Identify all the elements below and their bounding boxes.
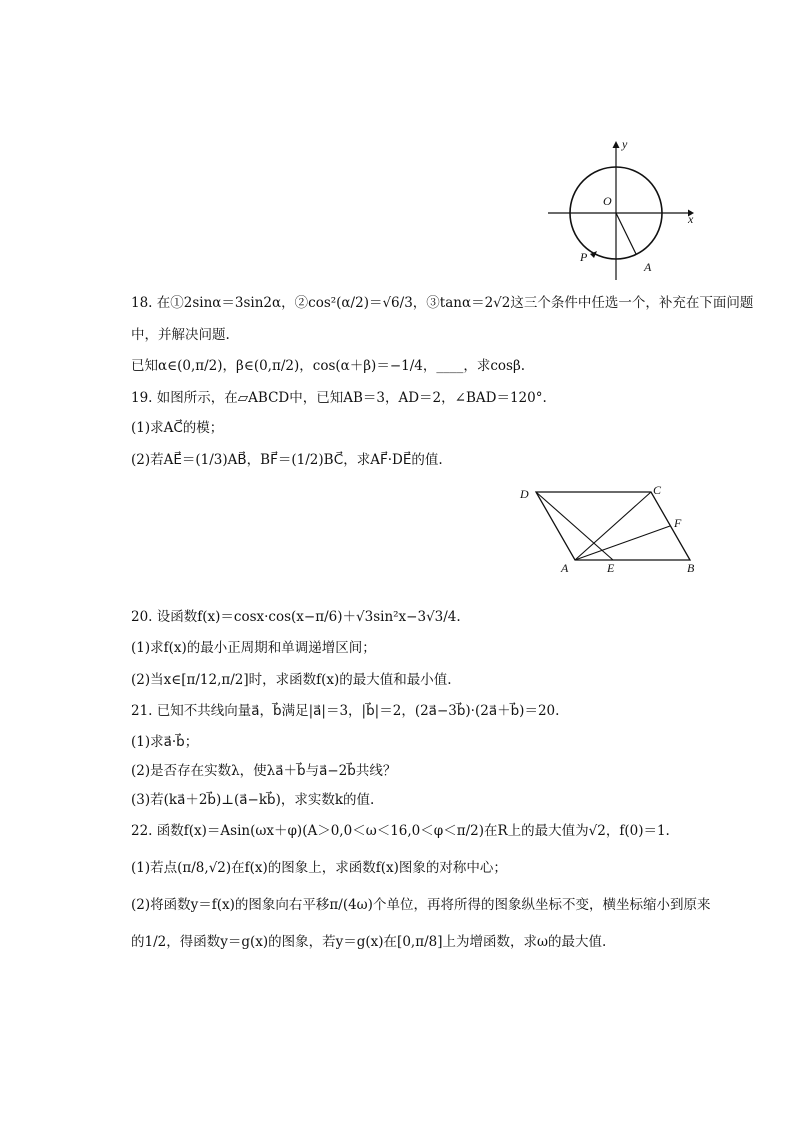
segment-ac <box>575 492 651 560</box>
q18-line3: 已知α∈(0,π/2)，β∈(0,π/2)，cos(α＋β)＝−1/4，____，求cosβ. <box>131 358 526 374</box>
label-d: D <box>520 487 529 501</box>
unit-circle-svg <box>540 132 700 282</box>
label-f: F <box>674 516 682 530</box>
q20-line2: (1)求f(x)的最小正周期和单调递增区间； <box>131 640 376 656</box>
q19-line2: (1)求AC⃗的模； <box>131 420 224 436</box>
q19-line1: 19. 如图所示，在▱ABCD中，已知AB＝3，AD＝2，∠BAD＝120°. <box>131 390 547 406</box>
q21-line1: 21. 已知不共线向量a⃗，b⃗满足|a⃗|＝3，|b⃗|＝2，(2a⃗−3b⃗)·(2a⃗＋b⃗)＝20. <box>131 703 560 719</box>
segment-af <box>575 526 670 560</box>
label-origin: O <box>603 194 612 208</box>
q22-line4: 的1/2，得函数y＝g(x)的图象，若y＝g(x)在[0,π/8]上为增函数，求ω的最大值. <box>131 934 607 950</box>
q18-line2: 中，并解决问题. <box>131 327 230 343</box>
label-c: C <box>653 483 662 497</box>
label-b: B <box>687 561 695 575</box>
q20-line3: (2)当x∈[π/12,π/2]时，求函数f(x)的最大值和最小值. <box>131 672 452 688</box>
label-p: P <box>580 250 588 264</box>
y-axis-arrow <box>613 141 620 148</box>
segment-de <box>536 492 613 560</box>
label-x: x <box>688 212 694 226</box>
label-a: A <box>644 260 652 274</box>
q22-line1: 22. 函数f(x)＝Asin(ωx＋φ)(A＞0,0＜ω＜16,0＜φ＜π/2)在R上的最大值为√2，f(0)＝1. <box>131 823 670 839</box>
q22-line2: (1)若点(π/8,√2)在f(x)的图象上，求函数f(x)图象的对称中心； <box>131 860 507 876</box>
label-y: y <box>622 137 628 151</box>
q22-line3: (2)将函数y＝f(x)的图象向右平移π/(4ω)个单位，再将所得的图象纵坐标不变，横坐标缩小到原来 <box>131 897 711 913</box>
radius-oa <box>616 213 636 254</box>
q21-line3: (2)是否存在实数λ，使λa⃗＋b⃗与a⃗−2b⃗共线？ <box>131 763 397 779</box>
label-e: E <box>607 561 615 575</box>
unit-circle-figure <box>540 132 700 282</box>
q21-line2: (1)求a⃗·b⃗； <box>131 734 199 750</box>
q21-line4: (3)若(ka⃗＋2b⃗)⊥(a⃗−kb⃗)，求实数k的值. <box>131 792 375 808</box>
q20-line1: 20. 设函数f(x)＝cosx·cos(x−π/6)＋√3sin²x−3√3/4. <box>131 609 461 625</box>
q18-line1: 18. 在①2sinα＝3sin2α，②cos²(α/2)＝√6/3，③tanα＝2√2这三个条件中任选一个，补充在下面问题 <box>131 295 754 311</box>
q19-line3: (2)若AE⃗＝(1/3)AB⃗，BF⃗＝(1/2)BC⃗，求AF⃗·DE⃗的值. <box>131 452 443 468</box>
parallelogram-figure <box>510 480 710 580</box>
label-a: A <box>561 561 569 575</box>
